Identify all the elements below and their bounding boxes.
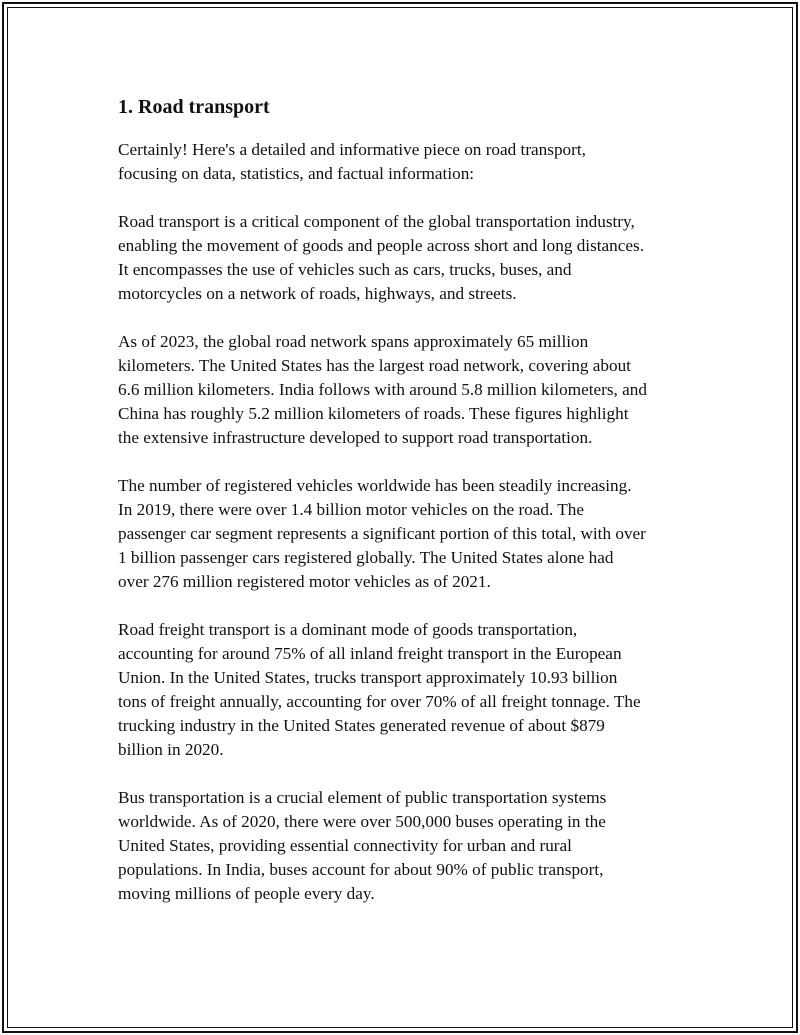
paragraph-road-network bbox=[118, 330, 698, 450]
text-line: United States, providing essential connectivity for urban and rural bbox=[118, 836, 572, 855]
text-line: kilometers. The United States has the largest road network, covering about bbox=[118, 356, 631, 375]
text-line: populations. In India, buses account for about 90% of public transport, bbox=[118, 860, 604, 879]
text-line: focusing on data, statistics, and factual information: bbox=[118, 164, 475, 183]
text-line: As of 2023, the global road network spans approximately 65 million bbox=[118, 332, 589, 351]
text-line: moving millions of people every day. bbox=[118, 884, 375, 903]
text-line: billion in 2020. bbox=[118, 740, 224, 759]
text-line: the extensive infrastructure developed to support road transportation. bbox=[118, 428, 593, 447]
text-line: 6.6 million kilometers. India follows with around 5.8 million kilometers, and bbox=[118, 380, 647, 399]
paragraph-road-freight bbox=[118, 618, 698, 762]
text-line: enabling the movement of goods and people across short and long distances. bbox=[118, 236, 645, 255]
paragraph-registered-vehicles bbox=[118, 474, 698, 594]
text-line: 1 billion passenger cars registered globally. The United States alone had bbox=[118, 548, 614, 567]
text-line: Road transport is a critical component of the global transportation industry, bbox=[118, 212, 635, 231]
section-heading: 1. Road transport bbox=[118, 96, 270, 118]
text-line: trucking industry in the United States generated revenue of about $879 bbox=[118, 716, 605, 735]
text-line: Union. In the United States, trucks transport approximately 10.93 billion bbox=[118, 668, 618, 687]
paragraph-overview bbox=[118, 210, 698, 306]
text-line: Bus transportation is a crucial element of public transportation systems bbox=[118, 788, 607, 807]
text-line: In 2019, there were over 1.4 billion motor vehicles on the road. The bbox=[118, 500, 585, 519]
text-line: China has roughly 5.2 million kilometers of roads. These figures highlight bbox=[118, 404, 629, 423]
text-line: The number of registered vehicles worldwide has been steadily increasing. bbox=[118, 476, 632, 495]
text-line: passenger car segment represents a significant portion of this total, with over bbox=[118, 524, 646, 543]
paragraph-intro bbox=[118, 138, 698, 186]
text-line: motorcycles on a network of roads, highways, and streets. bbox=[118, 284, 517, 303]
text-line: accounting for around 75% of all inland freight transport in the European bbox=[118, 644, 622, 663]
paragraph-bus-transport bbox=[118, 786, 698, 906]
text-line: Certainly! Here's a detailed and informative piece on road transport, bbox=[118, 140, 586, 159]
text-line: It encompasses the use of vehicles such as cars, trucks, buses, and bbox=[118, 260, 572, 279]
text-line: Road freight transport is a dominant mode of goods transportation, bbox=[118, 620, 578, 639]
text-line: over 276 million registered motor vehicles as of 2021. bbox=[118, 572, 491, 591]
text-line: tons of freight annually, accounting for over 70% of all freight tonnage. The bbox=[118, 692, 641, 711]
document-body bbox=[118, 94, 698, 930]
text-line: worldwide. As of 2020, there were over 500,000 buses operating in the bbox=[118, 812, 606, 831]
